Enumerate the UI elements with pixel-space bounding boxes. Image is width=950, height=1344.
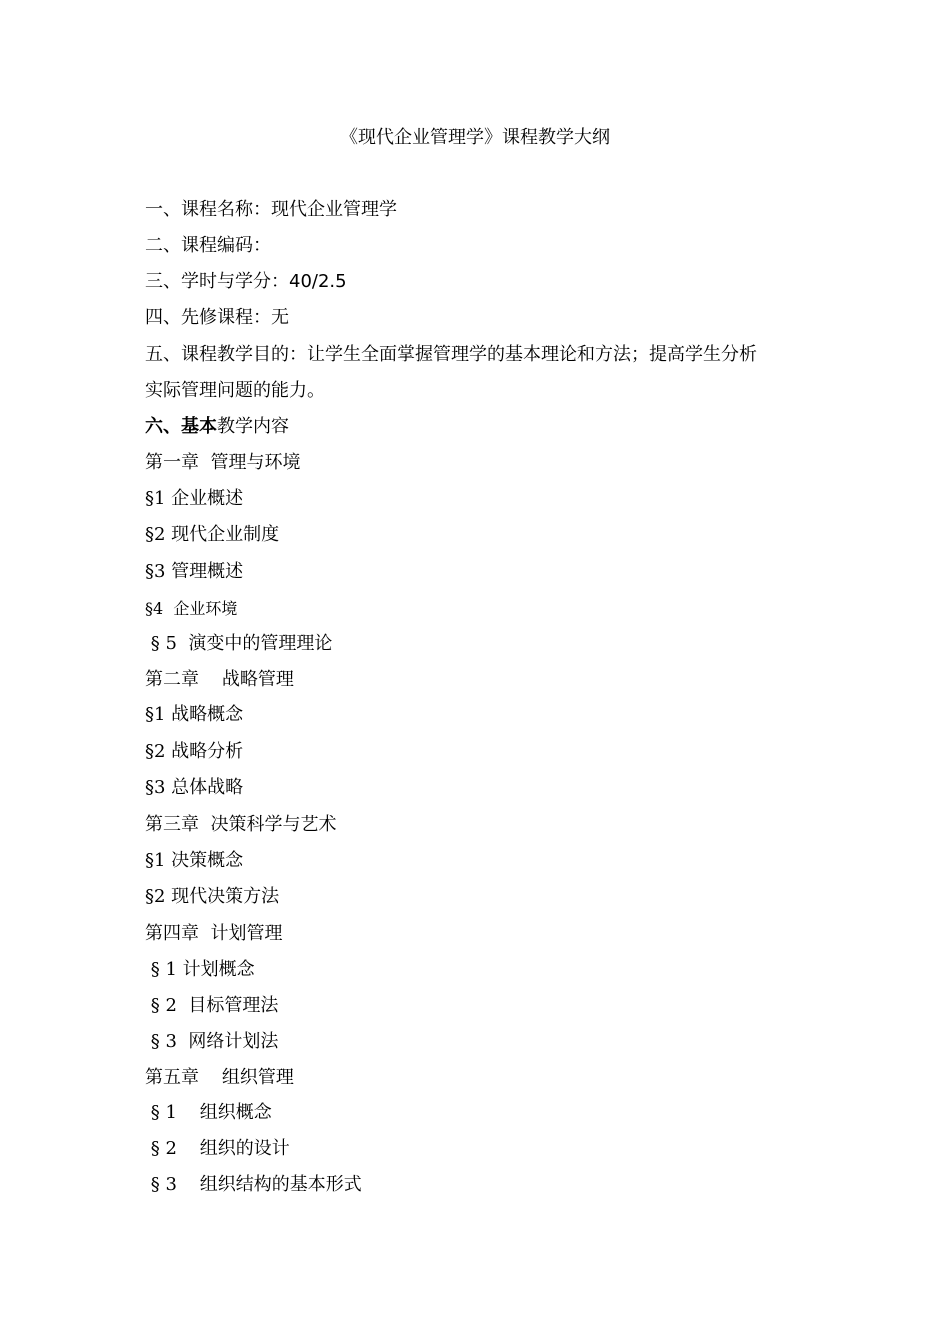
content-heading bbox=[145, 415, 289, 439]
chapter-4-section-2: § 2 目标管理法 bbox=[145, 995, 279, 1016]
chapter-2-title: 第二章 战略管理 bbox=[145, 669, 294, 690]
prerequisite-line: 四、先修课程：无 bbox=[145, 307, 289, 328]
chapter-1-section-2: §2 现代企业制度 bbox=[145, 524, 280, 545]
document-title: 《现代企业管理学》课程教学大纲 bbox=[340, 127, 610, 148]
course-name-line: 一、课程名称：现代企业管理学 bbox=[145, 199, 397, 220]
chapter-3-title: 第三章 决策科学与艺术 bbox=[145, 814, 337, 835]
course-code-line: 二、课程编码： bbox=[145, 235, 271, 256]
chapter-2-section-1: §1 战略概念 bbox=[145, 704, 244, 725]
chapter-5-section-1: § 1 组织概念 bbox=[145, 1102, 272, 1123]
chapter-2-section-2: §2 战略分析 bbox=[145, 741, 244, 762]
chapter-1-title: 第一章 管理与环境 bbox=[145, 452, 301, 473]
chapter-4-title: 第四章 计划管理 bbox=[145, 923, 283, 944]
chapter-1-section-5: § 5 演变中的管理理论 bbox=[145, 633, 333, 654]
chapter-3-section-2: §2 现代决策方法 bbox=[145, 886, 280, 907]
chapter-5-title: 第五章 组织管理 bbox=[145, 1067, 294, 1088]
chapter-1-section-4: §4 企业环境 bbox=[145, 599, 238, 618]
objective-line-1: 五、课程教学目的：让学生全面掌握管理学的基本理论和方法；提高学生分析 bbox=[145, 344, 757, 365]
content-heading-bold: 六、基本 bbox=[145, 416, 217, 437]
chapter-4-section-1: § 1 计划概念 bbox=[145, 959, 255, 980]
chapter-4-section-3: § 3 网络计划法 bbox=[145, 1031, 279, 1052]
chapter-5-section-3: § 3 组织结构的基本形式 bbox=[145, 1174, 362, 1195]
chapter-2-section-3: §3 总体战略 bbox=[145, 777, 244, 798]
chapter-3-section-1: §1 决策概念 bbox=[145, 850, 244, 871]
chapter-5-section-2: § 2 组织的设计 bbox=[145, 1138, 290, 1159]
hours-credits-line: 三、学时与学分：40/2.5 bbox=[145, 271, 347, 292]
objective-line-2: 实际管理问题的能力。 bbox=[145, 380, 325, 401]
chapter-1-section-1: §1 企业概述 bbox=[145, 488, 244, 509]
chapter-1-section-3: §3 管理概述 bbox=[145, 561, 244, 582]
content-heading-rest: 教学内容 bbox=[217, 416, 289, 437]
